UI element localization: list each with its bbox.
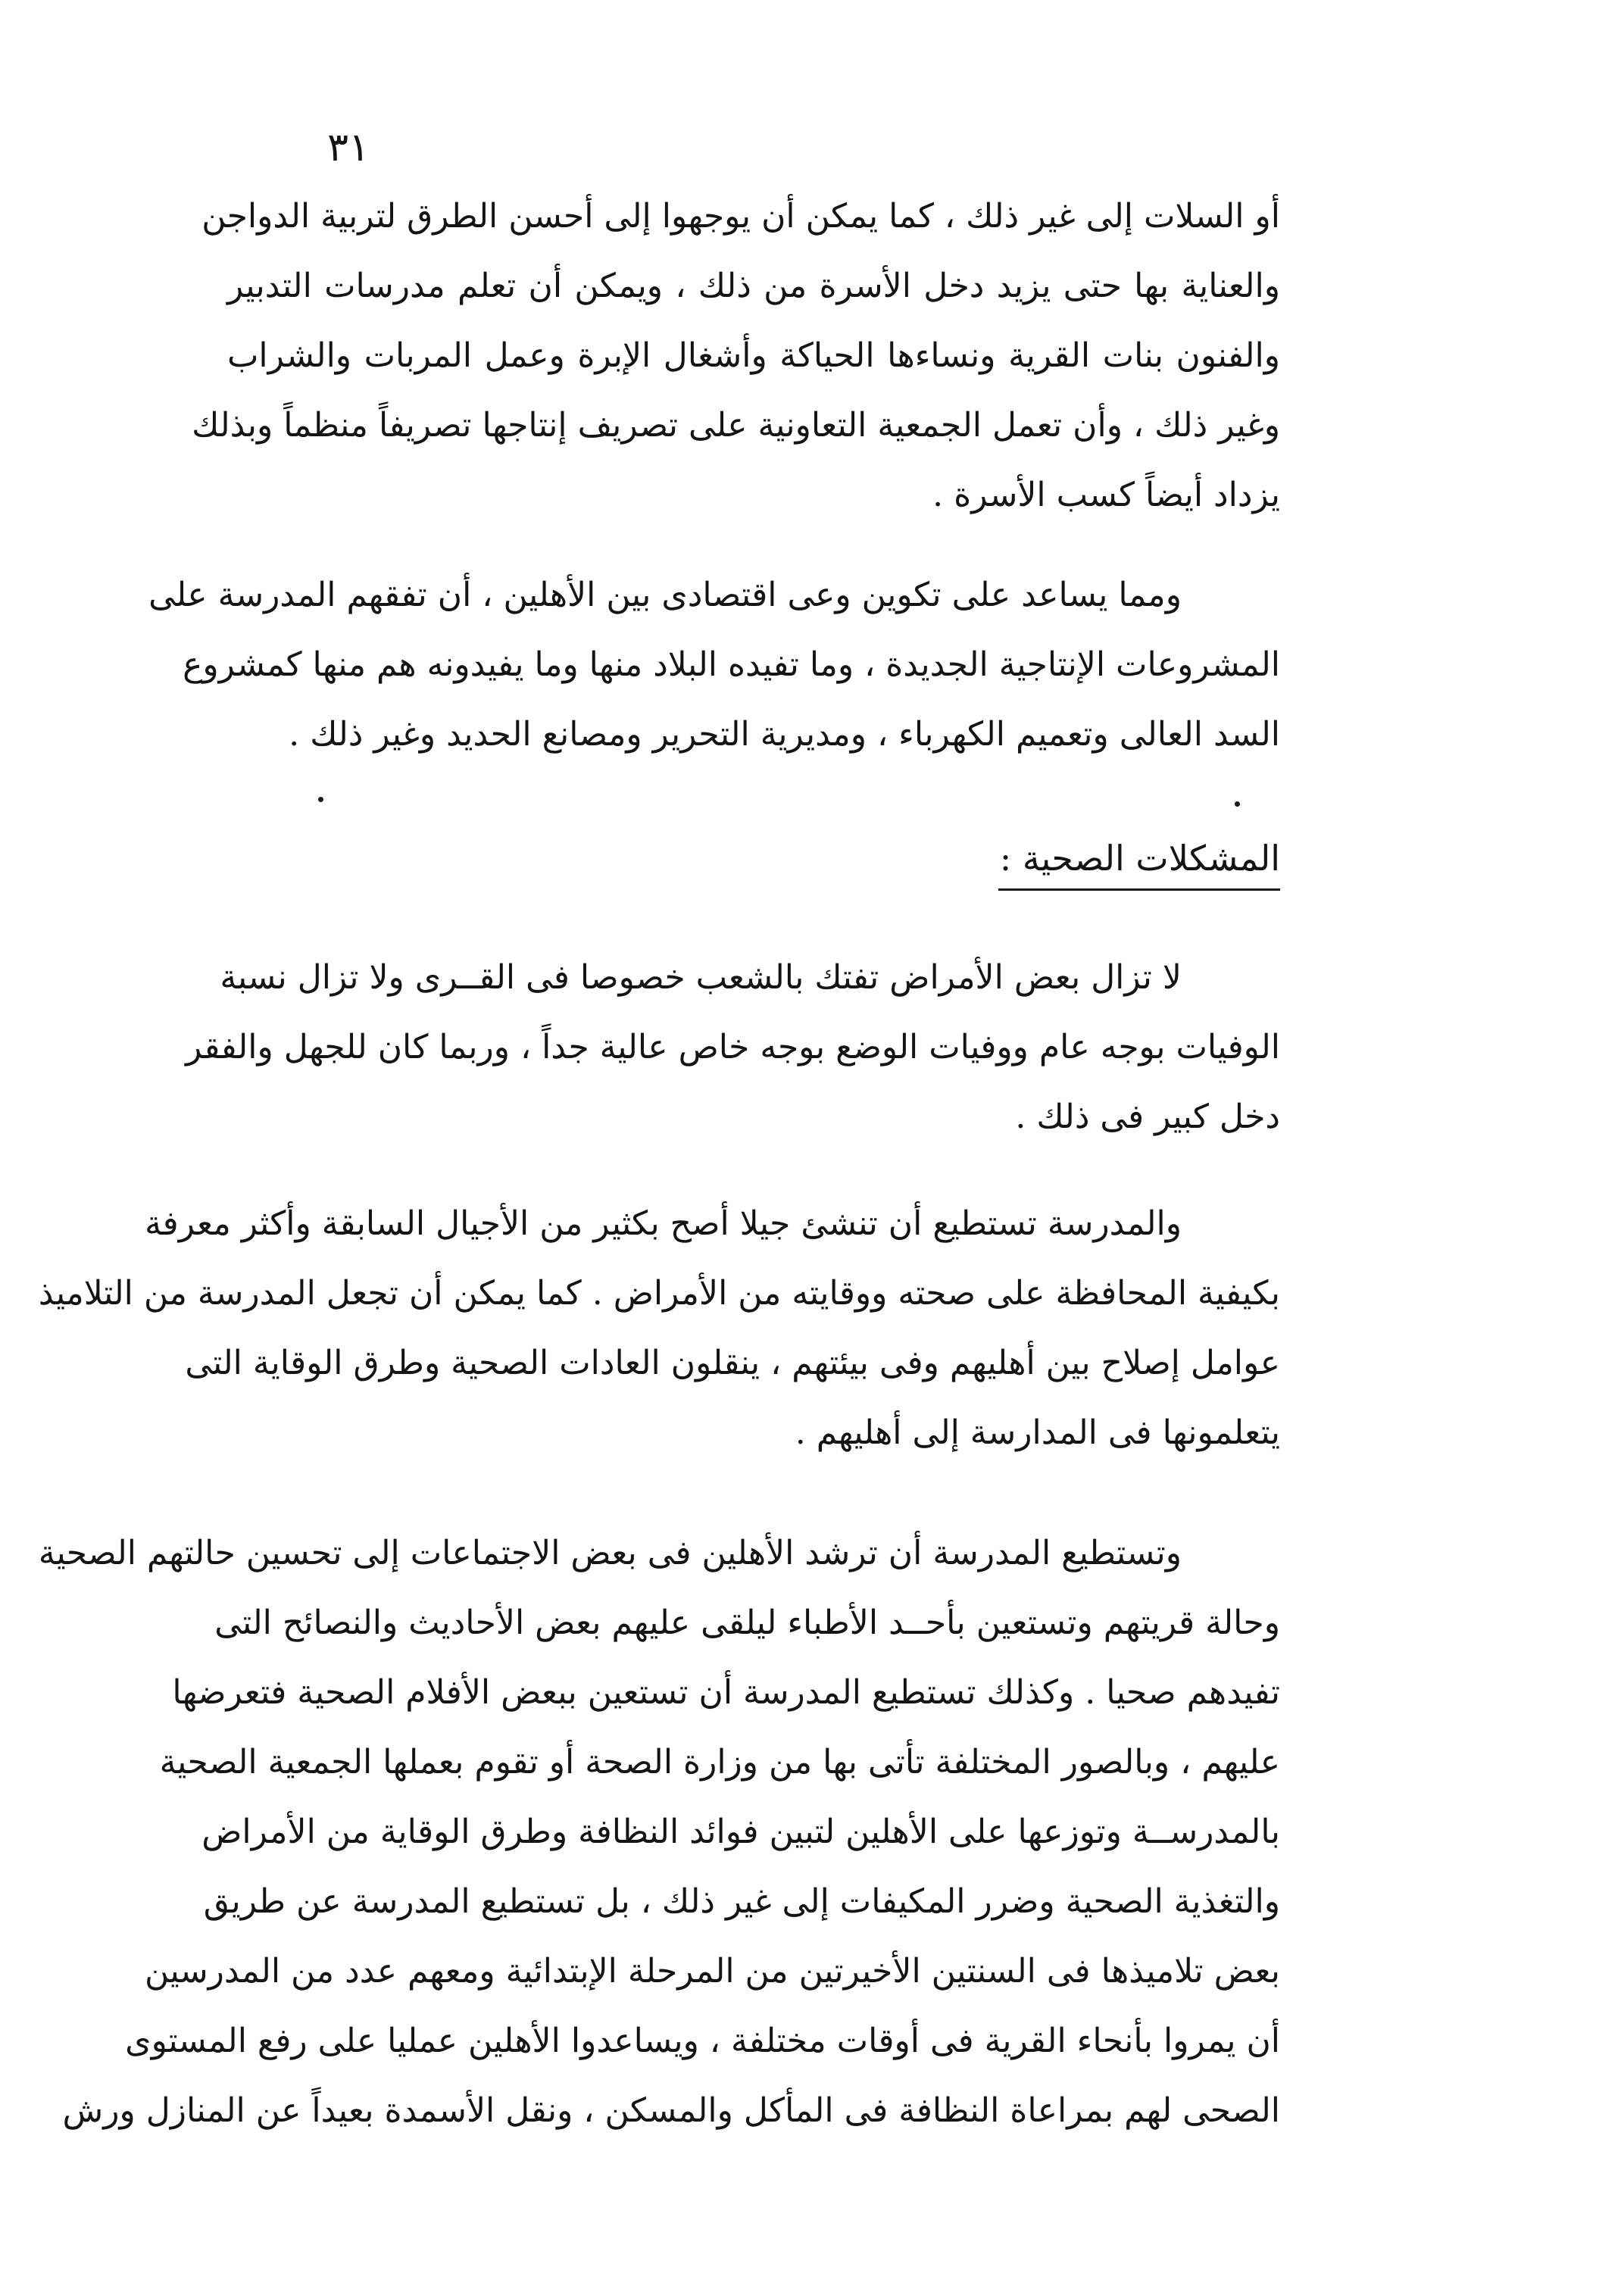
text-line: أو السلات إلى غير ذلك ، كما يمكن أن يوجهوا إلى أحسن الطرق لتربية الدواجن xyxy=(201,197,1280,236)
text-line: يتعلمونها فى المدارسة إلى أهليهم . xyxy=(795,1413,1280,1452)
text-line: أن يمروا بأنحاء القرية فى أوقات مختلفة ، ويساعدوا الأهلين عمليا على رفع المستوى xyxy=(125,2022,1280,2060)
text-line: الصحى لهم بمراعاة النظافة فى المأكل والمسكن ، ونقل الأسمدة بعيداً عن المنازل ورش xyxy=(62,2091,1280,2130)
text-line: الوفيات بوجه عام ووفيات الوضع بوجه خاص عالية جداً ، وربما كان للجهل والفقر xyxy=(186,1028,1280,1066)
text-line: وتستطيع المدرسة أن ترشد الأهلين فى بعض الاجتماعات إلى تحسين حالتهم الصحية xyxy=(38,1534,1182,1572)
section-heading-health-problems: المشكلات الصحية : xyxy=(999,838,1280,879)
text-line: لا تزال بعض الأمراض تفتك بالشعب خصوصا فى القــرى ولا تزال نسبة xyxy=(220,958,1182,997)
text-line: دخل كبير فى ذلك . xyxy=(1015,1098,1280,1136)
text-line: عليهم ، وبالصور المختلفة تأتى بها من وزارة الصحة أو تقوم بعملها الجمعية الصحية xyxy=(159,1743,1280,1781)
text-line: بالمدرســة وتوزعها على الأهلين لتبين فوائد النظافة وطرق الوقاية من الأمراض xyxy=(201,1813,1280,1851)
text-line: بعض تلاميذها فى السنتين الأخيرتين من المرحلة الإبتدائية ومعهم عدد من المدرسين xyxy=(145,1952,1280,1991)
heading-underline xyxy=(998,888,1280,891)
text-line: والفنون بنات القرية ونساءها الحياكة وأشغال الإبرة وعمل المربات والشراب xyxy=(227,336,1280,375)
paragraph-family-income xyxy=(192,182,1280,530)
text-line: بكيفية المحافظة على صحته ووقايته من الأمراض . كما يمكن أن تجعل المدرسة من التلاميذ xyxy=(38,1274,1280,1313)
text-line: وحالة قريتهم وتستعين بأحــد الأطباء ليلقى عليهم بعض الأحاديث والنصائح التى xyxy=(214,1603,1280,1642)
page-number: ٣١ xyxy=(327,125,370,170)
scan-speck xyxy=(318,797,323,802)
text-line: يزداد أيضاً كسب الأسرة . xyxy=(932,476,1280,514)
paragraph-school-health-role xyxy=(38,1189,1280,1468)
text-line: المشروعات الإنتاجية الجديدة ، وما تفيده البلاد منها وما يفيدونه هم منها كمشروع xyxy=(183,645,1280,684)
text-line: عوامل إصلاح بين أهليهم وفى بيئتهم ، ينقلون العادات الصحية وطرق الوقاية التى xyxy=(185,1344,1280,1382)
text-line: تفيدهم صحيا . وكذلك تستطيع المدرسة أن تستعين ببعض الأفلام الصحية فتعرضها xyxy=(172,1673,1280,1712)
text-line: السد العالى وتعميم الكهرباء ، ومديرية التحرير ومصانع الحديد وغير ذلك . xyxy=(289,715,1280,754)
text-line: والعناية بها حتى يزيد دخل الأسرة من ذلك ، ويمكن أن تعلم مدرسات التدبير xyxy=(227,267,1280,305)
paragraph-guiding-villagers xyxy=(38,1519,1280,2146)
text-line: وغير ذلك ، وأن تعمل الجمعية التعاونية على تصريف إنتاجها تصريفاً منظماً وبذلك xyxy=(192,406,1280,445)
paragraph-economic-awareness xyxy=(148,561,1280,770)
scan-speck xyxy=(1235,801,1240,807)
text-line: والمدرسة تستطيع أن تنشئ جيلا أصح بكثير من الأجيال السابقة وأكثر معرفة xyxy=(145,1204,1182,1243)
text-line: ومما يساعد على تكوين وعى اقتصادى بين الأهلين ، أن تفقهم المدرسة على xyxy=(148,576,1182,614)
text-line: والتغذية الصحية وضرر المكيفات إلى غير ذلك ، بل تستطيع المدرسة عن طريق xyxy=(203,1882,1280,1921)
paragraph-diseases xyxy=(186,943,1280,1152)
